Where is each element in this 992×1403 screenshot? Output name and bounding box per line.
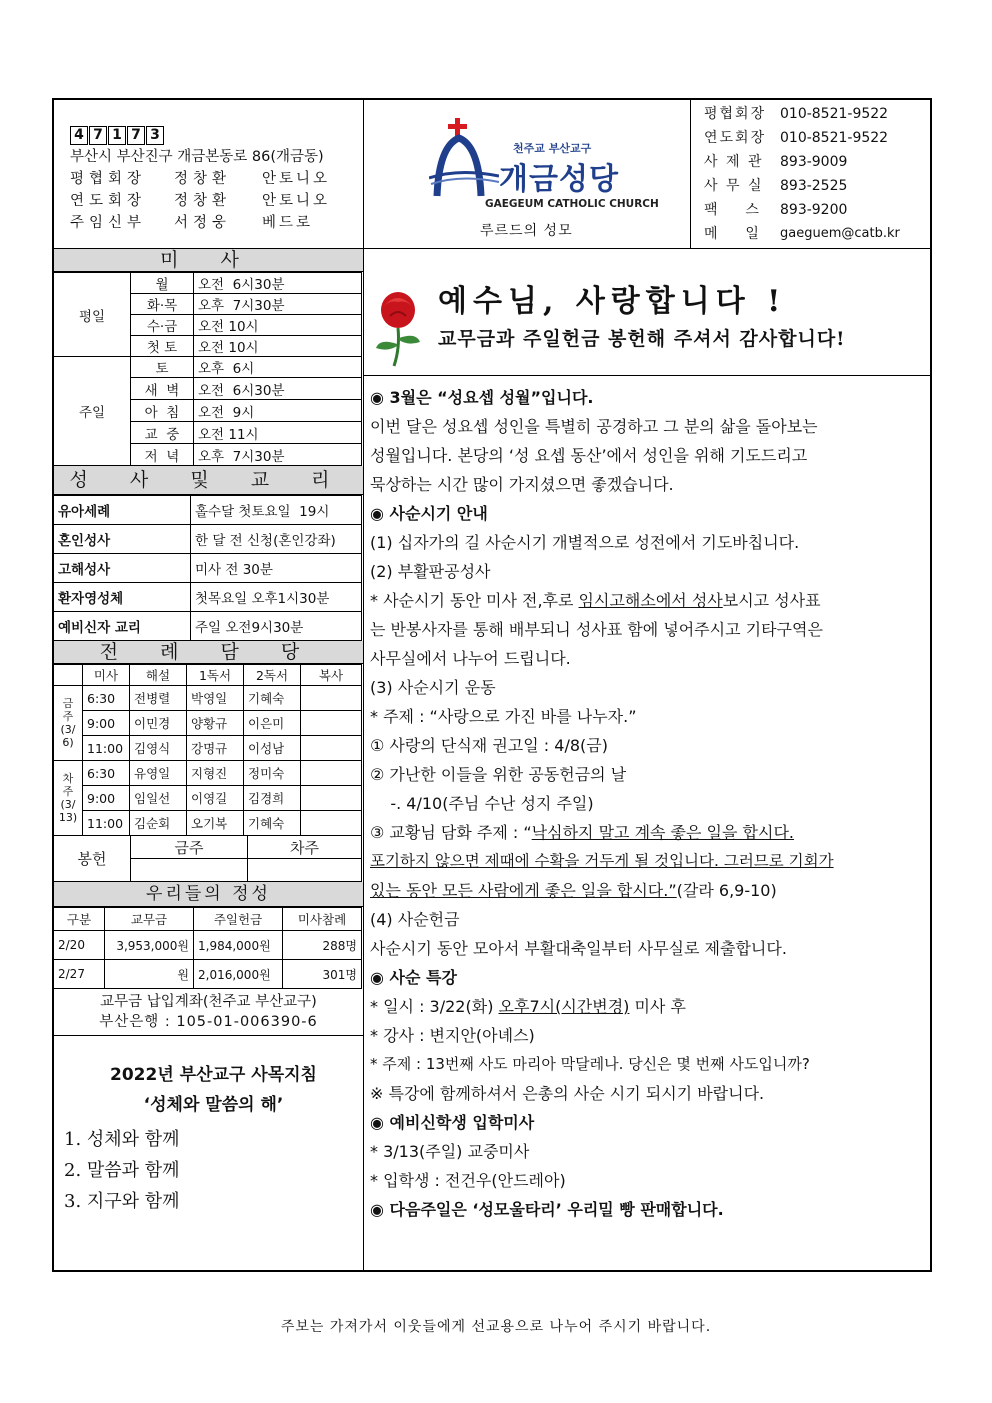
church-emblem-icon: [429, 116, 499, 200]
liturgy-cell: 임일선: [130, 786, 187, 811]
mass-day: 아 침: [131, 400, 194, 422]
church-logo: [429, 116, 659, 216]
announcement-line: (3) 사순시기 운동: [370, 678, 496, 697]
zip-digit: 7: [127, 126, 145, 145]
liturgy-cell: 김영식: [130, 736, 187, 761]
guideline-item: 1. 성체와 함께: [64, 1129, 180, 1150]
headline: 예수님, 사랑합니다 !: [438, 284, 787, 319]
announcement-line: 이번 달은 성요셉 성인을 특별히 공경하고 그 분의 삶을 돌아보는: [370, 417, 818, 436]
announcement-line: * 강사 : 변지안(아녜스): [370, 1026, 535, 1045]
contact-label: 사 무 실: [704, 178, 764, 194]
account-number: 부산은행 : 105-01-006390-6: [54, 1012, 363, 1036]
offerings-header: 주일헌금: [194, 908, 283, 931]
announcement-line: 포기하지 않으면 제때에 수확을 거두게 될 것입니다. 그러므로 기회가: [370, 852, 834, 870]
liturgy-cell: 김경희: [244, 786, 301, 811]
text-span: 있는 동안 모든 사람에게 좋은 일을 합시다.”: [370, 881, 677, 900]
sacrament-value: 한 달 전 신청(혼인강좌): [191, 525, 362, 554]
offerings-cell: 288명: [283, 931, 362, 960]
announcement-line: [370, 876, 926, 905]
logo-name: 개금성당: [499, 162, 619, 197]
officer-name: 서정웅: [174, 215, 232, 231]
liturgy-header: 1독서: [187, 665, 244, 686]
officer-name: 정창환: [174, 193, 232, 209]
announcement-line: (1) 십자가의 길 사순시기 개별적으로 성전에서 기도바칩니다.: [370, 533, 800, 552]
liturgy-table: [53, 664, 362, 836]
announcement-line: * 3/13(주일) 교중미사: [370, 1142, 530, 1161]
officer-name: 정창환: [174, 171, 232, 187]
offering-cell: [248, 859, 362, 882]
contact-value: 893-9009: [780, 154, 848, 170]
contact-label: 메 일: [704, 226, 761, 242]
sacrament-name: 예비신자 교리: [54, 612, 191, 641]
text-span: 낙심하지 말고 계속 좋은 일을 합시다.: [531, 823, 795, 842]
announcement-line: 사순시기 동안 모아서 부활대축일부터 사무실로 제출합니다.: [370, 939, 787, 958]
liturgy-cell: 기혜숙: [244, 686, 301, 711]
guideline-box: [54, 1036, 363, 1217]
offerings-header: 교무금: [105, 908, 194, 931]
contact-row: [704, 126, 930, 150]
contact-label: 사 제 관: [704, 154, 764, 170]
liturgy-cell: 유영일: [130, 761, 187, 786]
mass-title: 미 사: [54, 249, 363, 272]
mass-time: 오전 9시: [194, 400, 362, 422]
left-column: [54, 249, 363, 1217]
zip-digit: 1: [108, 126, 126, 145]
liturgy-cell: 오기복: [187, 811, 244, 836]
liturgy-cell: 전병렬: [130, 686, 187, 711]
offerings-table: [53, 907, 362, 989]
officer-saint: 베드로: [262, 215, 314, 231]
mass-day: 수·금: [131, 315, 194, 336]
logo-diocese: 천주교 부산교구: [513, 142, 592, 155]
liturgy-cell: 양황규: [187, 711, 244, 736]
offerings-cell: 2,016,000원: [194, 960, 283, 989]
liturgy-cell: 11:00: [83, 736, 130, 761]
headline-divider: [364, 375, 932, 376]
offering-cell: [131, 859, 248, 882]
subheadline: 교무금과 주일헌금 봉헌해 주셔서 감사합니다!: [438, 328, 846, 350]
week-label: 금 주 (3/ 6): [54, 686, 83, 761]
announcement-line: ◉ 사순시기 안내: [370, 504, 488, 523]
contact-value: 893-2525: [780, 178, 848, 194]
contact-row: [704, 102, 930, 126]
zip-digit: 4: [70, 126, 88, 145]
liturgy-cell: 이민경: [130, 711, 187, 736]
text-span: (갈라 6,9-10): [676, 881, 777, 900]
text-span: * 사순시기 동안 미사 전,후로: [370, 591, 579, 610]
announcement-line: ◉ 3월은 “성요셉 성월”입니다.: [370, 388, 594, 407]
address: 부산시 부산진구 개금본동로 86(개금동): [70, 149, 324, 165]
offerings-cell: 301명: [283, 960, 362, 989]
liturgy-cell: [301, 786, 362, 811]
contact-row: [704, 174, 930, 198]
sunday-label: 주일: [54, 357, 131, 466]
mass-time: 오전 10시: [194, 336, 362, 357]
sacrament-value: 첫목요일 오후1시30분: [191, 583, 362, 612]
guideline-item: 3. 지구와 함께: [64, 1191, 180, 1212]
mass-time: 오전 6시30분: [194, 273, 362, 294]
liturgy-cell: 박영일: [187, 686, 244, 711]
offerings-cell: 1,984,000원: [194, 931, 283, 960]
liturgy-cell: [301, 711, 362, 736]
liturgy-header: 해설: [130, 665, 187, 686]
officer-role: 연도회장: [70, 193, 147, 209]
account-title: 교무금 납입계좌(천주교 부산교구): [100, 994, 317, 1010]
liturgy-cell: 6:30: [83, 761, 130, 786]
officer-saint: 안토니오: [262, 193, 331, 209]
announcement-line: * 입학생 : 전건우(안드레아): [370, 1171, 566, 1190]
offering-duty-table: [53, 835, 362, 882]
week-label: 차 주 (3/ 13): [54, 761, 83, 836]
mass-time: 오전 11시: [194, 422, 362, 444]
sacrament-value: 홀수달 첫토요일 19시: [191, 496, 362, 525]
contact-row: [704, 198, 930, 222]
announcement-line: ※ 특강에 함께하셔서 은총의 사순 시기 되시기 바랍니다.: [370, 1084, 765, 1103]
contact-value: 010-8521-9522: [780, 106, 889, 122]
offerings-cell: 2/20: [54, 931, 105, 960]
liturgy-cell: 11:00: [83, 811, 130, 836]
text-span: 보시고 성사표: [722, 591, 821, 610]
offerings-header: 구분: [54, 908, 105, 931]
offerings-cell: 원: [105, 960, 194, 989]
sacrament-value: 주일 오전9시30분: [191, 612, 362, 641]
contact-value: 893-9200: [780, 202, 848, 218]
mass-day: 저 녁: [131, 444, 194, 466]
guideline-item: 2. 말씀과 함께: [64, 1160, 180, 1181]
announcement-line: (2) 부활판공성사: [370, 562, 491, 581]
officer-row: [70, 190, 360, 212]
offerings-cell: 3,953,000원: [105, 931, 194, 960]
guideline-subtitle: ‘성체와 말씀의 해’: [143, 1095, 284, 1115]
column-divider: [363, 100, 364, 1272]
sacrament-name: 혼인성사: [54, 525, 191, 554]
officer-saint: 안토니오: [262, 171, 331, 187]
announcement-line: [370, 586, 926, 615]
officer-row: [70, 212, 360, 234]
guideline-title: 2022년 부산교구 사목지침: [110, 1065, 317, 1085]
sacrament-name: 고해성사: [54, 554, 191, 583]
announcement-line: 묵상하는 시간 많이 가지셨으면 좋겠습니다.: [370, 475, 674, 494]
announcement-line: 는 반봉사자를 통해 배부되니 성사표 함에 넣어주시고 기타구역은: [370, 620, 823, 639]
liturgy-cell: 기혜숙: [244, 811, 301, 836]
liturgy-cell: 이은미: [244, 711, 301, 736]
announcement-line: -. 4/10(주님 수난 성지 주일): [370, 794, 594, 813]
liturgy-cell: 강명규: [187, 736, 244, 761]
sacrament-name: 환자영성체: [54, 583, 191, 612]
officer-role: 주임신부: [70, 215, 147, 231]
liturgy-cell: [301, 811, 362, 836]
mass-day: 새 벽: [131, 378, 194, 400]
announcement-line: [370, 818, 926, 847]
mass-day: 교 중: [131, 422, 194, 444]
offerings-cell: 2/27: [54, 960, 105, 989]
announcement-line: * 주제 : “사랑으로 가진 바를 나누자.”: [370, 707, 637, 726]
mass-day: 토: [131, 357, 194, 378]
liturgy-cell: 김순회: [130, 811, 187, 836]
text-span: ③ 교황님 담화 주제 : “: [370, 823, 532, 842]
liturgy-corner: [54, 665, 83, 686]
sacrament-value: 미사 전 30분: [191, 554, 362, 583]
offerings-header: 미사참례: [283, 908, 362, 931]
liturgy-cell: [301, 686, 362, 711]
announcement-line: ◉ 예비신학생 입학미사: [370, 1113, 535, 1132]
contact-divider: [690, 100, 691, 248]
contact-list: [704, 102, 930, 246]
contact-label: 연도회장: [704, 130, 767, 146]
text-span: 오후7시(시간변경): [498, 997, 630, 1016]
contact-label: 평협회장: [704, 106, 767, 122]
liturgy-cell: 6:30: [83, 686, 130, 711]
offering-col: 금주: [131, 836, 248, 859]
rose-icon: [370, 288, 428, 372]
mass-time: 오후 7시30분: [194, 294, 362, 315]
liturgy-cell: [301, 736, 362, 761]
liturgy-cell: [301, 761, 362, 786]
liturgy-cell: 이성남: [244, 736, 301, 761]
sacraments-table: [53, 495, 362, 641]
mass-table: [53, 272, 362, 466]
liturgy-header: 미사: [83, 665, 130, 686]
offering-label: 봉헌: [54, 836, 131, 882]
announcement-line: 사무실에서 나누어 드립니다.: [370, 649, 571, 668]
announcement-line: ① 사랑의 단식재 권고일 : 4/8(금): [370, 736, 608, 755]
liturgy-cell: 9:00: [83, 711, 130, 736]
patron-label: 루르드의 성모: [480, 223, 573, 239]
zip-digit: 3: [146, 126, 164, 145]
officer-row: [70, 168, 360, 190]
footer-note: 주보는 가져가서 이웃들에게 선교용으로 나누어 주시기 바랍니다.: [280, 1319, 712, 1335]
parish-info: [70, 124, 360, 234]
announcement-line: ◉ 사순 특강: [370, 968, 457, 987]
liturgy-header: 2독서: [244, 665, 301, 686]
zip-digit: 7: [89, 126, 107, 145]
contact-value: gaeguem@catb.kr: [780, 226, 900, 241]
logo-english: GAEGEUM CATHOLIC CHURCH: [485, 198, 659, 210]
contact-row: [704, 150, 930, 174]
mass-time: 오전 10시: [194, 315, 362, 336]
contact-label: 팩 스: [704, 202, 761, 218]
announcement-line: (4) 사순헌금: [370, 910, 460, 929]
sacrament-name: 유아세례: [54, 496, 191, 525]
announcement-line: * 주제 : 13번째 사도 마리아 막달레나. 당신은 몇 번째 사도입니까?: [370, 1055, 810, 1073]
text-span: * 일시 : 3/22(화): [370, 997, 499, 1016]
liturgy-cell: 지형진: [187, 761, 244, 786]
liturgy-cell: 정미숙: [244, 761, 301, 786]
liturgy-header: 복사: [301, 665, 362, 686]
zip-code: [70, 126, 164, 145]
offering-col: 차주: [248, 836, 362, 859]
mass-time: 오후 6시: [194, 357, 362, 378]
offerings-title: 우리들의 정성: [54, 882, 363, 907]
mass-time: 오전 6시30분: [194, 378, 362, 400]
text-span: 미사 후: [629, 997, 686, 1016]
announcement-line: 성월입니다. 본당의 ‘성 요셉 동산’에서 성인을 위해 기도드리고: [370, 446, 808, 465]
text-span: 임시고해소에서 성사: [578, 591, 723, 610]
mass-day: 화·목: [131, 294, 194, 315]
announcement-line: ② 가난한 이들을 위한 공동헌금의 날: [370, 765, 627, 784]
contact-row: [704, 222, 930, 246]
liturgy-cell: 이영길: [187, 786, 244, 811]
sacraments-title: 성 사 및 교 리: [54, 466, 363, 495]
announcements: [370, 383, 926, 1224]
weekday-label: 평일: [54, 273, 131, 357]
officer-role: 평협회장: [70, 171, 147, 187]
mass-time: 오후 7시30분: [194, 444, 362, 466]
liturgy-cell: 9:00: [83, 786, 130, 811]
mass-day: 첫 토: [131, 336, 194, 357]
announcement-line: [370, 992, 926, 1021]
contact-value: 010-8521-9522: [780, 130, 889, 146]
mass-day: 월: [131, 273, 194, 294]
announcement-line: ◉ 다음주일은 ‘성모울타리’ 우리밀 빵 판매합니다.: [370, 1200, 724, 1219]
liturgy-title: 전 례 담 당: [54, 641, 363, 664]
